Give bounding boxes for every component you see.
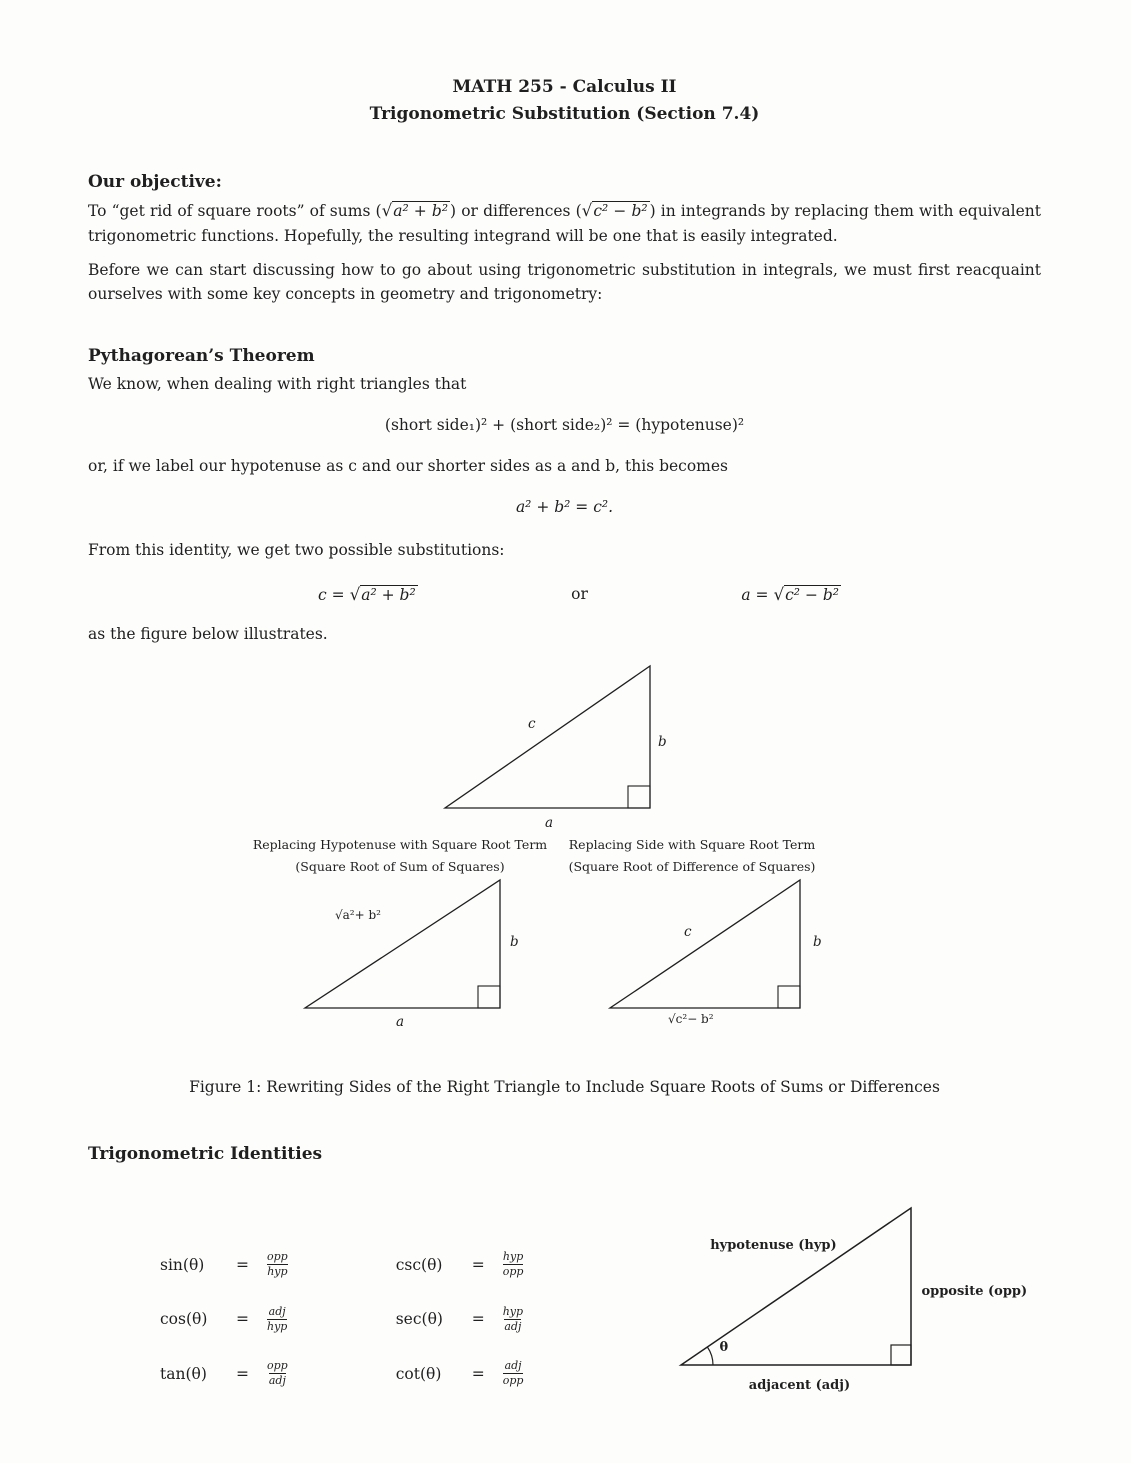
fraction bbox=[503, 1359, 524, 1388]
substitution-row bbox=[318, 584, 841, 604]
equals-sign: = bbox=[236, 1255, 249, 1274]
sub2-var: a bbox=[741, 586, 751, 605]
substitution-1 bbox=[318, 584, 418, 604]
identity-fn: tan(θ) bbox=[160, 1364, 207, 1383]
fraction bbox=[267, 1250, 288, 1279]
heading-objective: Our objective: bbox=[88, 172, 222, 193]
fraction bbox=[267, 1305, 287, 1334]
substitution-2 bbox=[741, 584, 841, 604]
title-line-1: MATH 255 - Calculus II bbox=[452, 77, 677, 97]
left-caption-line-2: (Square Root of Sum of Squares) bbox=[295, 859, 505, 875]
figure1-left-caption bbox=[253, 834, 547, 878]
pythagorean-line-3: From this identity, we get two possible substitutions: bbox=[88, 541, 505, 560]
label-side-b: b bbox=[658, 734, 667, 751]
label-theta: θ bbox=[719, 1340, 729, 1356]
equation-letters: a² + b² = c². bbox=[515, 498, 614, 517]
equals-sign: = bbox=[331, 586, 345, 605]
right-triangle bbox=[681, 1208, 911, 1365]
right-angle-marker bbox=[891, 1345, 911, 1365]
radical-sign: √ bbox=[381, 200, 393, 221]
label-side-a: a bbox=[396, 1014, 405, 1031]
sub1-var: c bbox=[318, 586, 327, 605]
sqrt-sum-fig-radicand: a²+ b² bbox=[342, 908, 381, 923]
radical-sign: √ bbox=[773, 584, 785, 605]
equals-sign: = bbox=[755, 586, 769, 605]
identity-fn: sec(θ) bbox=[395, 1310, 443, 1329]
fraction-denominator: hyp bbox=[267, 1319, 288, 1333]
fraction-numerator: adj bbox=[504, 1359, 522, 1373]
sub2-radicand: c² − b² bbox=[785, 586, 839, 605]
pythagorean-line-1: We know, when dealing with right triangles that bbox=[88, 375, 467, 394]
sqrt-diff-inline bbox=[582, 202, 650, 220]
equals-sign: = bbox=[471, 1255, 485, 1274]
paragraph-objective bbox=[88, 198, 1041, 248]
sqrt-diff-fig-radicand: c²− b² bbox=[675, 1012, 714, 1027]
identity-sec bbox=[396, 1305, 524, 1334]
fraction bbox=[503, 1250, 524, 1279]
identity-tan bbox=[160, 1359, 288, 1388]
label-opposite: opposite (opp) bbox=[921, 1284, 1028, 1300]
objective-text-3: ) in integrands by replacing them with equivalent trigonometric functions. Hopefully, the resulting integrand will be one that is easily integrated. bbox=[88, 202, 1041, 246]
right-triangle-right bbox=[610, 880, 800, 1008]
label-side-b: b bbox=[813, 934, 822, 951]
title-line-2: Trigonometric Substitution (Section 7.4) bbox=[369, 104, 760, 125]
left-caption-line-1: Replacing Hypotenuse with Square Root Term bbox=[252, 837, 548, 853]
objective-text-1: To “get rid of square roots” of sums ( bbox=[88, 202, 382, 221]
sub1-radicand: a² + b² bbox=[361, 586, 416, 605]
label-side-b: b bbox=[510, 934, 519, 951]
identity-fn: cot(θ) bbox=[395, 1364, 442, 1383]
sqrt-sum-inline bbox=[382, 202, 450, 220]
heading-trig-identities: Trigonometric Identities bbox=[88, 1144, 323, 1165]
identity-cot bbox=[396, 1359, 524, 1388]
radical-sign: √ bbox=[349, 584, 361, 605]
right-angle-marker bbox=[628, 786, 650, 808]
fraction bbox=[503, 1305, 523, 1334]
identity-table bbox=[160, 1250, 523, 1388]
right-angle-marker bbox=[478, 986, 500, 1008]
label-sqrt-sum bbox=[335, 908, 381, 922]
fraction-denominator: hyp bbox=[267, 1265, 288, 1279]
figure1-svg bbox=[88, 660, 1039, 1048]
theta-arc bbox=[708, 1347, 714, 1365]
label-sqrt-diff bbox=[668, 1012, 714, 1026]
sqrt-sum-radicand: a² + b² bbox=[393, 202, 449, 221]
identity-fn: sin(θ) bbox=[160, 1255, 205, 1274]
identity-sin bbox=[160, 1250, 288, 1279]
figure1-caption: Figure 1: Rewriting Sides of the Right Triangle to Include Square Roots of Sums or Differences bbox=[189, 1078, 940, 1097]
fraction-denominator: opp bbox=[502, 1265, 524, 1279]
fraction-numerator: hyp bbox=[502, 1250, 524, 1264]
label-adjacent: adjacent (adj) bbox=[748, 1378, 851, 1394]
reference-triangle bbox=[673, 1200, 1073, 1415]
fraction bbox=[267, 1359, 288, 1388]
equals-sign: = bbox=[236, 1364, 249, 1383]
fraction-denominator: adj bbox=[268, 1374, 286, 1388]
equals-sign: = bbox=[471, 1364, 485, 1383]
equation-words: (short side₁)² + (short side₂)² = (hypotenuse)² bbox=[384, 416, 745, 435]
sqrt-diff-display bbox=[773, 586, 841, 604]
paragraph-intro: Before we can start discussing how to go about using trigonometric substitution in integrals, we must first reacquaint ourselves with some key concepts in geometry and trigonometry: bbox=[88, 261, 1041, 304]
right-caption-line-1: Replacing Side with Square Root Term bbox=[568, 837, 816, 853]
label-hypotenuse: hypotenuse (hyp) bbox=[710, 1238, 837, 1254]
reference-triangle-svg bbox=[673, 1200, 1073, 1415]
label-hypotenuse-c: c bbox=[528, 716, 536, 733]
objective-text-2: ) or differences ( bbox=[450, 202, 582, 221]
fraction-numerator: adj bbox=[268, 1304, 286, 1318]
fraction-denominator: opp bbox=[502, 1374, 524, 1388]
right-caption-line-2: (Square Root of Difference of Squares) bbox=[568, 859, 816, 875]
sqrt-diff-radicand: c² − b² bbox=[593, 202, 648, 221]
pythagorean-line-2: or, if we label our hypotenuse as c and our shorter sides as a and b, this becomes bbox=[88, 457, 729, 476]
figure1-right-caption bbox=[569, 834, 816, 878]
right-triangle-left bbox=[305, 880, 500, 1008]
or-word: or bbox=[571, 585, 588, 604]
equals-sign: = bbox=[471, 1310, 485, 1329]
right-triangle-top bbox=[445, 666, 650, 808]
identity-csc bbox=[396, 1250, 524, 1279]
identity-cos bbox=[160, 1305, 288, 1334]
label-side-a: a bbox=[545, 815, 554, 832]
identity-fn: csc(θ) bbox=[395, 1255, 443, 1274]
label-hypotenuse-c: c bbox=[684, 924, 692, 941]
radical-sign: √ bbox=[668, 1012, 676, 1027]
right-angle-marker bbox=[778, 986, 800, 1008]
fraction-numerator: hyp bbox=[502, 1304, 524, 1318]
identity-fn: cos(θ) bbox=[160, 1310, 208, 1329]
fraction-denominator: adj bbox=[504, 1319, 522, 1333]
fraction-numerator: opp bbox=[267, 1250, 288, 1264]
document-title bbox=[88, 74, 1041, 128]
figure-1 bbox=[88, 660, 1041, 1048]
sqrt-sum-display bbox=[350, 586, 418, 604]
equals-sign: = bbox=[236, 1310, 249, 1329]
pythagorean-line-4: as the figure below illustrates. bbox=[88, 625, 328, 644]
radical-sign: √ bbox=[581, 200, 593, 221]
trig-section bbox=[88, 1198, 1041, 1415]
radical-sign: √ bbox=[335, 908, 343, 923]
heading-pythagorean: Pythagorean’s Theorem bbox=[88, 346, 315, 367]
fraction-numerator: opp bbox=[267, 1359, 288, 1373]
